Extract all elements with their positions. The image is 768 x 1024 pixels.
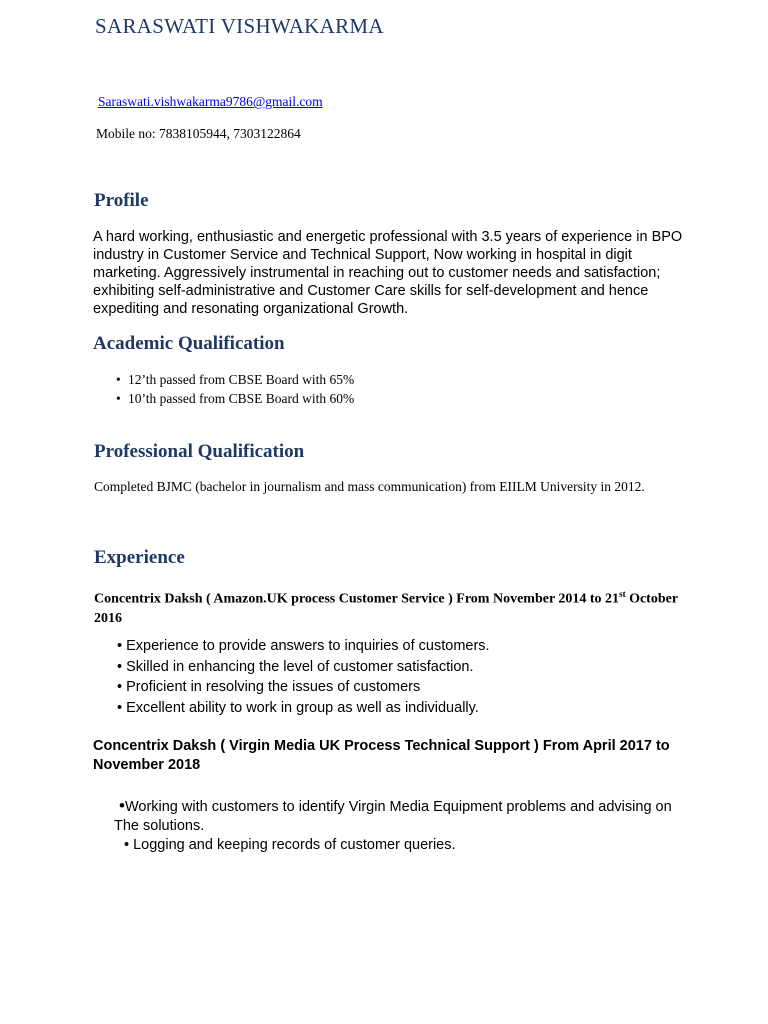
- mobile-numbers: Mobile no: 7838105944, 7303122864: [96, 126, 301, 141]
- job2-bullets: [114, 796, 694, 855]
- job2-title: Concentrix Daksh ( Virgin Media UK Process Technical Support ) From April 2017 to November 2018: [93, 738, 670, 773]
- profile-text: A hard working, enthusiastic and energetic professional with 3.5 years of experience in BPO industry in Customer Service and Technical Support, Now working in hospital in digit marketing. Aggressively instrumental in reaching out to customer needs and satisfaction; exhibiting self-administrative and Customer Care skills for self-development and hence expediting and resonating organizational Growth.: [93, 229, 683, 317]
- academic-heading: Academic Qualification: [93, 333, 285, 354]
- list-item: • Skilled in enhancing the level of customer satisfaction.: [117, 658, 474, 675]
- job2-bullet1-line1: Working with customers to identify Virgin Media Equipment problems and advising on: [124, 799, 672, 815]
- academic-list: [116, 370, 354, 408]
- list-item: • Experience to provide answers to inquiries of customers.: [117, 638, 490, 654]
- list-item: • Logging and keeping records of customer queries.: [124, 837, 456, 853]
- profile-heading: Profile: [94, 190, 149, 211]
- candidate-name: SARASWATI VISHWAKARMA: [95, 14, 384, 38]
- list-item: • Excellent ability to work in group as well as individually.: [117, 700, 479, 717]
- job1-title-main: Concentrix Daksh ( Amazon.UK process Customer Service ) From November 2014 to 21: [94, 591, 620, 607]
- professional-heading: Professional Qualification: [94, 441, 305, 462]
- bullet-mark: •: [119, 796, 125, 815]
- job2-bullet1-line2: The solutions.: [114, 818, 205, 834]
- experience-heading: Experience: [94, 547, 185, 568]
- list-item: • Proficient in resolving the issues of customers: [117, 679, 421, 696]
- job1-title-sup: st: [619, 589, 626, 599]
- job1-title: [94, 585, 694, 628]
- job1-title-end: October 2016: [94, 591, 678, 626]
- list-item: • 12’th passed from CBSE Board with 65%: [116, 370, 354, 389]
- job1-bullets: [117, 636, 490, 719]
- email-link[interactable]: Saraswati.vishwakarma9786@gmail.com: [98, 94, 323, 109]
- professional-text: Completed BJMC (bachelor in journalism and mass communication) from EIILM University in 2012.: [94, 479, 645, 494]
- list-item: • 10’th passed from CBSE Board with 60%: [116, 389, 354, 408]
- list-item: [114, 796, 694, 817]
